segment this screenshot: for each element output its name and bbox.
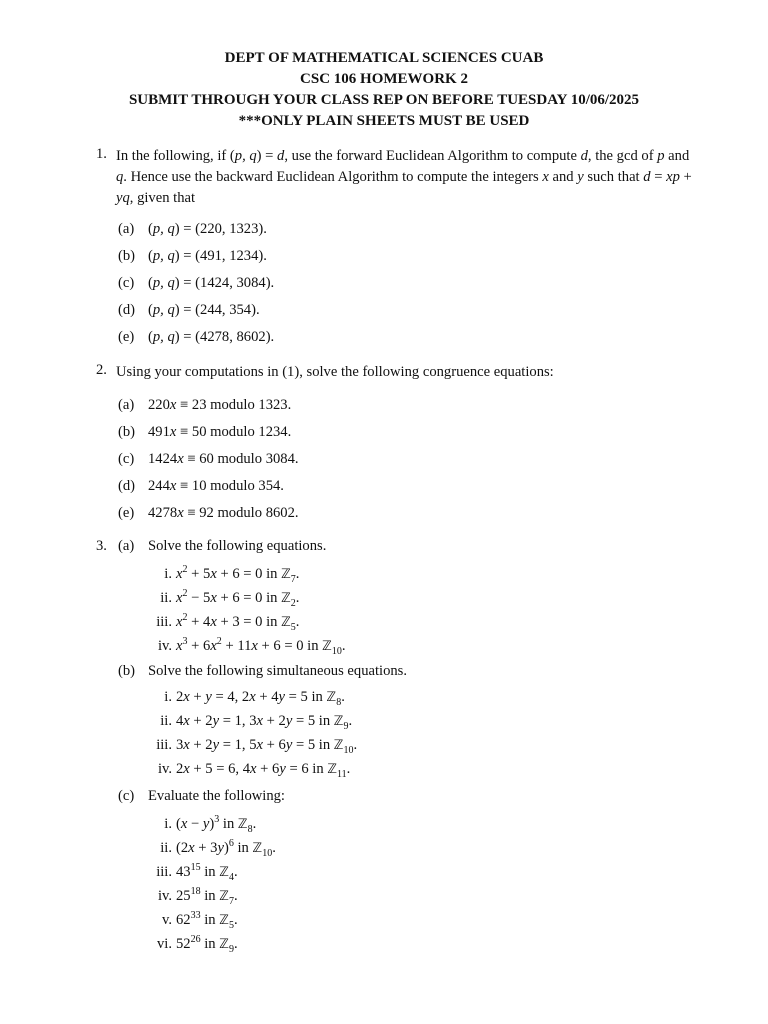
q3-part-a: (a) Solve the following equations. [118, 538, 327, 554]
q3a-item-i: i. $x^2 + 5x + 6 = 0$ in ℤ$_7$. [164, 564, 300, 585]
q3c-item-iii: iii. $43^{15}$ in ℤ$_4$. [156, 862, 238, 883]
q3c-item-v: v. $62^{33}$ in ℤ$_5$. [162, 910, 238, 931]
department-title: DEPT OF MATHEMATICAL SCIENCES CUAB [224, 50, 544, 66]
q2-item-e: (e) 4278x ≡ 92 modulo 8602. [118, 505, 299, 521]
question-number: 1. [96, 146, 107, 162]
submission-note: SUBMIT THROUGH YOUR CLASS REP ON BEFORE TUESDAY 10/06/2025 [128, 92, 640, 108]
q3b-item-iii: iii. 3x + 2y = 1, 5x + 6y = 5 in ℤ$_{10}$. [156, 737, 358, 756]
q1-item-a: (a) (p, q) = (220, 1323). [118, 221, 267, 237]
question-2 [96, 362, 696, 383]
q3b-item-i: i. 2x + y = 4, 2x + 4y = 5 in ℤ$_8$. [164, 689, 345, 708]
q3-part-c: (c) Evaluate the following: [118, 788, 285, 804]
q3c-item-vi: vi. $52^{26}$ in ℤ$_9$. [157, 934, 238, 955]
q1-item-e: (e) (p, q) = (4278, 8602). [118, 329, 275, 345]
course-title: CSC 106 HOMEWORK 2 [300, 71, 468, 87]
q3-part-b: (b) Solve the following simultaneous equations. [118, 663, 408, 679]
question-number: 3. [96, 538, 107, 554]
q3a-item-ii: ii. $x^2 - 5x + 6 = 0$ in ℤ$_2$. [160, 588, 300, 609]
q1-item-c: (c) (p, q) = (1424, 3084). [118, 275, 275, 291]
question-1 [96, 146, 696, 209]
q3a-item-iv: iv. $x^3 + 6x^2 + 11x + 6 = 0$ in ℤ$_{10}$. [157, 636, 346, 657]
q3b-item-iv: iv. 2x + 5 = 6, 4x + 6y = 6 in ℤ$_{11}$. [157, 761, 351, 780]
q1-item-b: (b) (p, q) = (491, 1234). [118, 248, 267, 264]
question-2-text: Using your computations in (1), solve the following congruence equations: [116, 364, 554, 380]
q2-item-b: (b) 491x ≡ 50 modulo 1234. [118, 424, 292, 440]
sheet-note: ***ONLY PLAIN SHEETS MUST BE USED [238, 113, 530, 129]
q2-item-d: (d) 244x ≡ 10 modulo 354. [118, 478, 284, 494]
document-header [0, 48, 768, 132]
q3c-item-i: i. $(x - y)^3$ in ℤ$_8$. [164, 814, 257, 835]
q3c-item-iv: iv. $25^{18}$ in ℤ$_7$. [157, 886, 238, 907]
q1-item-d: (d) (p, q) = (244, 354). [118, 302, 260, 318]
q3b-item-ii: ii. 4x + 2y = 1, 3x + 2y = 5 in ℤ$_9$. [160, 713, 353, 732]
q3a-item-iii: iii. $x^2 + 4x + 3 = 0$ in ℤ$_5$. [156, 612, 300, 633]
question-number: 2. [96, 362, 107, 378]
q2-item-a: (a) 220x ≡ 23 modulo 1323. [118, 397, 292, 413]
q2-item-c: (c) 1424x ≡ 60 modulo 3084. [118, 451, 299, 467]
question-1-text: In the following, if (p, q) = d, use the forward Euclidean Algorithm to compute d, the gcd of p and q. Hence use the backward Euclidean Algorithm to compute the integers x and y such that d = xp + yq, given that [116, 148, 692, 206]
q3c-item-ii: ii. $(2x + 3y)^6$ in ℤ$_{10}$. [160, 838, 276, 859]
